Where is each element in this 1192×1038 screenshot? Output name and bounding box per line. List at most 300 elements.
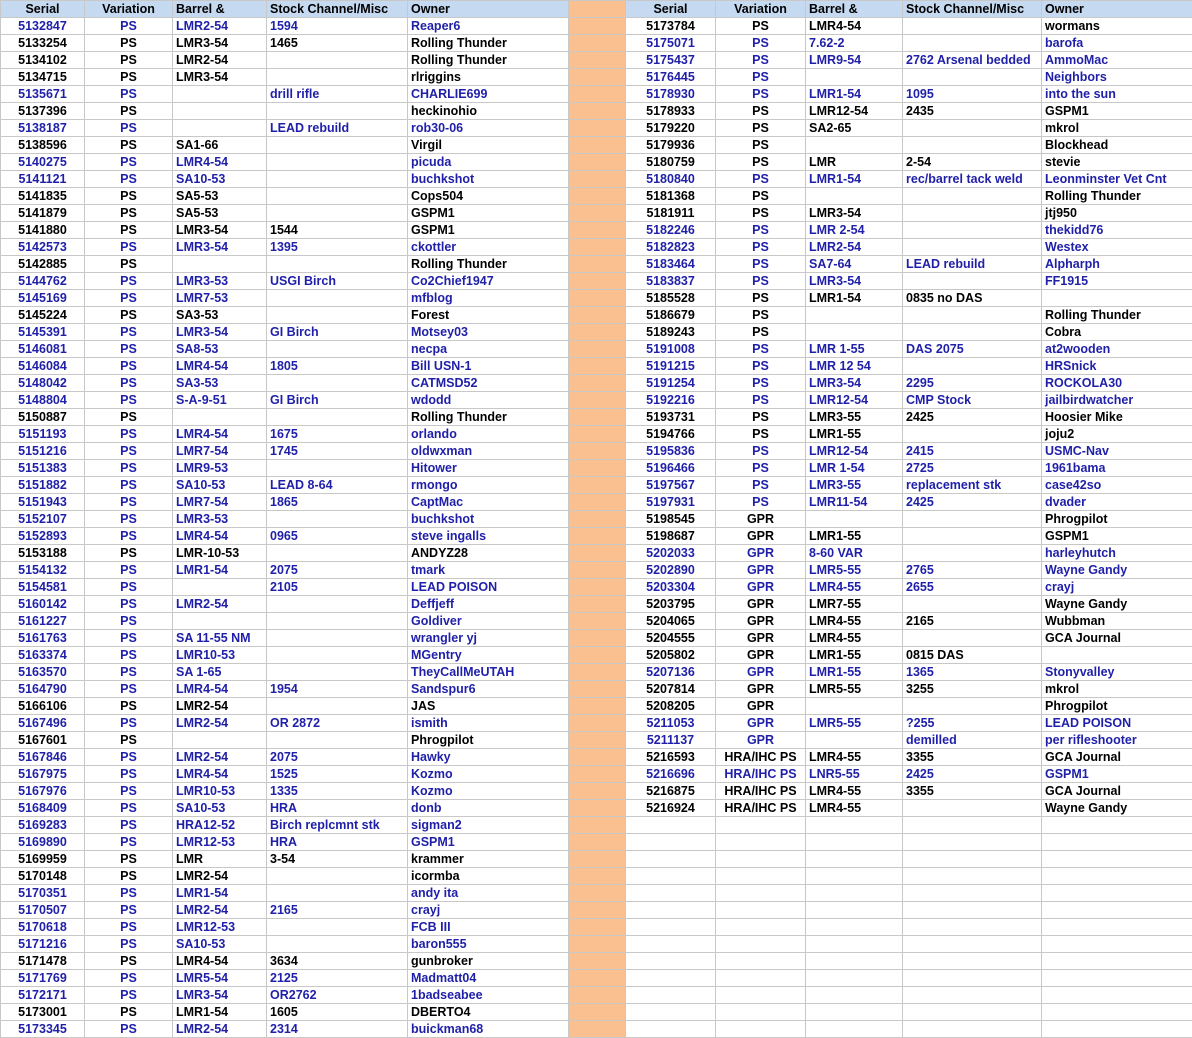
left-cell-barrel[interactable]: LMR9-53 [173, 460, 267, 477]
left-cell-barrel[interactable]: SA10-53 [173, 477, 267, 494]
right-cell-barrel[interactable]: LMR12-54 [806, 392, 903, 409]
right-cell-variation[interactable]: PS [716, 86, 806, 103]
right-cell-variation[interactable]: GPR [716, 562, 806, 579]
right-cell-serial[interactable]: 5205802 [626, 647, 716, 664]
left-cell-stock-misc[interactable] [267, 154, 408, 171]
left-cell-variation[interactable]: PS [85, 222, 173, 239]
left-cell-variation[interactable]: PS [85, 18, 173, 35]
right-cell-owner[interactable]: Phrogpilot [1042, 511, 1192, 528]
right-cell-stock-misc[interactable]: 2765 [903, 562, 1042, 579]
left-cell-variation[interactable]: PS [85, 970, 173, 987]
left-cell-owner[interactable]: CHARLIE699 [408, 86, 569, 103]
left-cell-owner[interactable]: GSPM1 [408, 205, 569, 222]
left-cell-variation[interactable]: PS [85, 426, 173, 443]
left-cell-owner[interactable]: oldwxman [408, 443, 569, 460]
right-cell-stock-misc[interactable]: 2425 [903, 409, 1042, 426]
left-cell-owner[interactable]: Kozmo [408, 783, 569, 800]
left-cell-stock-misc[interactable] [267, 613, 408, 630]
left-cell-serial[interactable]: 5152107 [1, 511, 85, 528]
left-cell-owner[interactable]: sigman2 [408, 817, 569, 834]
right-cell-stock-misc[interactable] [903, 817, 1042, 834]
right-cell-owner[interactable]: 1961bama [1042, 460, 1192, 477]
left-cell-stock-misc[interactable] [267, 664, 408, 681]
right-cell-barrel[interactable]: LMR3-55 [806, 477, 903, 494]
right-cell-serial[interactable]: 5207136 [626, 664, 716, 681]
left-cell-owner[interactable]: icormba [408, 868, 569, 885]
left-cell-serial[interactable]: 5141835 [1, 188, 85, 205]
left-cell-barrel[interactable]: LMR4-54 [173, 426, 267, 443]
left-cell-barrel[interactable]: LMR10-53 [173, 783, 267, 800]
left-cell-owner[interactable]: LEAD POISON [408, 579, 569, 596]
left-cell-serial[interactable]: 5151383 [1, 460, 85, 477]
right-cell-stock-misc[interactable]: LEAD rebuild [903, 256, 1042, 273]
right-cell-variation[interactable]: PS [716, 392, 806, 409]
left-cell-stock-misc[interactable]: 1465 [267, 35, 408, 52]
right-cell-owner[interactable] [1042, 970, 1192, 987]
left-cell-stock-misc[interactable]: 1594 [267, 18, 408, 35]
left-cell-owner[interactable]: necpa [408, 341, 569, 358]
right-cell-serial[interactable]: 5191215 [626, 358, 716, 375]
left-cell-variation[interactable]: PS [85, 307, 173, 324]
right-cell-serial[interactable] [626, 919, 716, 936]
left-cell-owner[interactable]: rmongo [408, 477, 569, 494]
right-cell-serial[interactable]: 5178933 [626, 103, 716, 120]
right-cell-variation[interactable] [716, 1004, 806, 1021]
right-cell-stock-misc[interactable] [903, 834, 1042, 851]
left-cell-stock-misc[interactable] [267, 868, 408, 885]
left-cell-stock-misc[interactable]: LEAD 8-64 [267, 477, 408, 494]
left-cell-stock-misc[interactable]: 1544 [267, 222, 408, 239]
left-cell-owner[interactable]: CATMSD52 [408, 375, 569, 392]
right-cell-variation[interactable]: PS [716, 222, 806, 239]
left-cell-variation[interactable]: PS [85, 205, 173, 222]
header-stock[interactable]: Stock Channel/Misc [267, 1, 408, 18]
right-cell-serial[interactable]: 5202033 [626, 545, 716, 562]
left-cell-owner[interactable]: Virgil [408, 137, 569, 154]
right-cell-stock-misc[interactable] [903, 953, 1042, 970]
right-cell-owner[interactable]: thekidd76 [1042, 222, 1192, 239]
right-cell-owner[interactable]: Wayne Gandy [1042, 800, 1192, 817]
right-cell-owner[interactable] [1042, 1021, 1192, 1038]
left-cell-stock-misc[interactable]: 2165 [267, 902, 408, 919]
right-cell-barrel[interactable] [806, 987, 903, 1004]
right-cell-stock-misc[interactable]: demilled [903, 732, 1042, 749]
right-cell-owner[interactable]: AmmoMac [1042, 52, 1192, 69]
right-cell-stock-misc[interactable] [903, 18, 1042, 35]
right-cell-serial[interactable]: 5179936 [626, 137, 716, 154]
left-cell-variation[interactable]: PS [85, 290, 173, 307]
header-serial[interactable]: Serial [1, 1, 85, 18]
left-cell-owner[interactable]: buchkshot [408, 171, 569, 188]
left-cell-serial[interactable]: 5153188 [1, 545, 85, 562]
right-cell-stock-misc[interactable]: 3355 [903, 749, 1042, 766]
right-cell-barrel[interactable] [806, 919, 903, 936]
right-cell-owner[interactable] [1042, 902, 1192, 919]
left-cell-barrel[interactable]: LMR [173, 851, 267, 868]
right-cell-owner[interactable] [1042, 919, 1192, 936]
left-cell-serial[interactable]: 5134715 [1, 69, 85, 86]
left-cell-variation[interactable]: PS [85, 86, 173, 103]
left-cell-serial[interactable]: 5160142 [1, 596, 85, 613]
right-cell-owner[interactable] [1042, 1004, 1192, 1021]
right-cell-barrel[interactable] [806, 324, 903, 341]
right-cell-variation[interactable]: PS [716, 35, 806, 52]
left-cell-variation[interactable]: PS [85, 52, 173, 69]
left-cell-variation[interactable]: PS [85, 494, 173, 511]
right-cell-stock-misc[interactable] [903, 35, 1042, 52]
right-cell-barrel[interactable]: LMR4-55 [806, 783, 903, 800]
left-cell-variation[interactable]: PS [85, 443, 173, 460]
left-cell-stock-misc[interactable]: 2125 [267, 970, 408, 987]
left-cell-variation[interactable]: PS [85, 545, 173, 562]
header-owner[interactable]: Owner [408, 1, 569, 18]
left-cell-owner[interactable]: mfblog [408, 290, 569, 307]
right-cell-variation[interactable]: HRA/IHC PS [716, 783, 806, 800]
right-cell-serial[interactable]: 5180840 [626, 171, 716, 188]
left-cell-owner[interactable]: Kozmo [408, 766, 569, 783]
right-cell-stock-misc[interactable]: 3255 [903, 681, 1042, 698]
left-cell-serial[interactable]: 5132847 [1, 18, 85, 35]
right-cell-owner[interactable]: Cobra [1042, 324, 1192, 341]
left-cell-stock-misc[interactable] [267, 69, 408, 86]
right-cell-owner[interactable]: into the sun [1042, 86, 1192, 103]
right-cell-stock-misc[interactable]: 1365 [903, 664, 1042, 681]
right-cell-stock-misc[interactable] [903, 528, 1042, 545]
right-cell-stock-misc[interactable]: 1095 [903, 86, 1042, 103]
left-cell-barrel[interactable]: LMR2-54 [173, 715, 267, 732]
left-cell-barrel[interactable] [173, 86, 267, 103]
right-cell-owner[interactable] [1042, 817, 1192, 834]
right-cell-stock-misc[interactable]: 2-54 [903, 154, 1042, 171]
right-cell-variation[interactable]: HRA/IHC PS [716, 766, 806, 783]
left-cell-barrel[interactable]: LMR7-54 [173, 494, 267, 511]
left-cell-stock-misc[interactable] [267, 375, 408, 392]
left-cell-serial[interactable]: 5137396 [1, 103, 85, 120]
left-cell-barrel[interactable]: LMR3-54 [173, 324, 267, 341]
right-cell-barrel[interactable] [806, 1021, 903, 1038]
right-cell-owner[interactable]: wormans [1042, 18, 1192, 35]
right-cell-serial[interactable]: 5211053 [626, 715, 716, 732]
left-cell-variation[interactable]: PS [85, 698, 173, 715]
left-cell-serial[interactable]: 5170507 [1, 902, 85, 919]
left-cell-stock-misc[interactable]: 3634 [267, 953, 408, 970]
right-cell-serial[interactable]: 5186679 [626, 307, 716, 324]
right-cell-serial[interactable]: 5198687 [626, 528, 716, 545]
right-cell-variation[interactable] [716, 868, 806, 885]
left-cell-variation[interactable]: PS [85, 188, 173, 205]
left-cell-owner[interactable]: ANDYZ28 [408, 545, 569, 562]
left-cell-serial[interactable]: 5166106 [1, 698, 85, 715]
right-cell-stock-misc[interactable] [903, 800, 1042, 817]
right-cell-serial[interactable]: 5203304 [626, 579, 716, 596]
right-cell-serial[interactable] [626, 970, 716, 987]
right-cell-variation[interactable]: GPR [716, 681, 806, 698]
left-cell-variation[interactable]: PS [85, 409, 173, 426]
left-cell-serial[interactable]: 5133254 [1, 35, 85, 52]
right-cell-barrel[interactable]: 7.62-2 [806, 35, 903, 52]
right-cell-variation[interactable]: GPR [716, 630, 806, 647]
right-cell-variation[interactable]: PS [716, 69, 806, 86]
right-cell-stock-misc[interactable]: 0815 DAS [903, 647, 1042, 664]
right-cell-variation[interactable]: PS [716, 18, 806, 35]
left-cell-owner[interactable]: Deffjeff [408, 596, 569, 613]
left-cell-stock-misc[interactable] [267, 919, 408, 936]
left-cell-owner[interactable]: buickman68 [408, 1021, 569, 1038]
right-cell-barrel[interactable]: LMR9-54 [806, 52, 903, 69]
left-cell-owner[interactable]: steve ingalls [408, 528, 569, 545]
left-cell-stock-misc[interactable]: 1675 [267, 426, 408, 443]
right-cell-serial[interactable] [626, 885, 716, 902]
left-cell-variation[interactable]: PS [85, 613, 173, 630]
left-cell-barrel[interactable]: SA8-53 [173, 341, 267, 358]
right-cell-stock-misc[interactable]: 2762 Arsenal bedded [903, 52, 1042, 69]
right-cell-barrel[interactable]: 8-60 VAR [806, 545, 903, 562]
left-cell-variation[interactable]: PS [85, 800, 173, 817]
left-cell-owner[interactable]: Forest [408, 307, 569, 324]
right-cell-variation[interactable] [716, 970, 806, 987]
right-cell-serial[interactable] [626, 851, 716, 868]
right-cell-stock-misc[interactable] [903, 698, 1042, 715]
header-stock-right[interactable]: Stock Channel/Misc [903, 1, 1042, 18]
left-cell-owner[interactable]: crayj [408, 902, 569, 919]
right-cell-stock-misc[interactable] [903, 596, 1042, 613]
left-cell-variation[interactable]: PS [85, 987, 173, 1004]
right-cell-owner[interactable] [1042, 868, 1192, 885]
right-cell-stock-misc[interactable] [903, 511, 1042, 528]
right-cell-owner[interactable]: Wayne Gandy [1042, 562, 1192, 579]
left-cell-owner[interactable]: JAS [408, 698, 569, 715]
right-cell-barrel[interactable] [806, 137, 903, 154]
left-cell-serial[interactable]: 5138596 [1, 137, 85, 154]
header-barrel[interactable]: Barrel & [173, 1, 267, 18]
right-cell-owner[interactable]: barofa [1042, 35, 1192, 52]
right-cell-owner[interactable]: Leonminster Vet Cnt [1042, 171, 1192, 188]
left-cell-serial[interactable]: 5161227 [1, 613, 85, 630]
left-cell-stock-misc[interactable]: 2105 [267, 579, 408, 596]
right-cell-owner[interactable] [1042, 885, 1192, 902]
right-cell-variation[interactable]: GPR [716, 732, 806, 749]
left-cell-stock-misc[interactable] [267, 732, 408, 749]
left-cell-owner[interactable]: MGentry [408, 647, 569, 664]
left-cell-serial[interactable]: 5148804 [1, 392, 85, 409]
left-cell-variation[interactable]: PS [85, 341, 173, 358]
left-cell-barrel[interactable]: LMR4-54 [173, 766, 267, 783]
header-barrel-right[interactable]: Barrel & [806, 1, 903, 18]
left-cell-serial[interactable]: 5173001 [1, 1004, 85, 1021]
right-cell-stock-misc[interactable]: 2655 [903, 579, 1042, 596]
left-cell-variation[interactable]: PS [85, 715, 173, 732]
right-cell-owner[interactable]: harleyhutch [1042, 545, 1192, 562]
left-cell-barrel[interactable]: LMR4-54 [173, 154, 267, 171]
right-cell-serial[interactable]: 5189243 [626, 324, 716, 341]
left-cell-variation[interactable]: PS [85, 681, 173, 698]
right-cell-variation[interactable]: GPR [716, 528, 806, 545]
right-cell-serial[interactable]: 5183464 [626, 256, 716, 273]
right-cell-barrel[interactable] [806, 69, 903, 86]
left-cell-owner[interactable]: Sandspur6 [408, 681, 569, 698]
right-cell-owner[interactable]: jailbirdwatcher [1042, 392, 1192, 409]
left-cell-owner[interactable]: heckinohio [408, 103, 569, 120]
left-cell-serial[interactable]: 5167975 [1, 766, 85, 783]
right-cell-serial[interactable]: 5191254 [626, 375, 716, 392]
left-cell-stock-misc[interactable] [267, 290, 408, 307]
left-cell-owner[interactable]: GSPM1 [408, 834, 569, 851]
right-cell-stock-misc[interactable] [903, 205, 1042, 222]
left-cell-stock-misc[interactable]: 1745 [267, 443, 408, 460]
right-cell-barrel[interactable]: LMR4-55 [806, 800, 903, 817]
right-cell-barrel[interactable] [806, 902, 903, 919]
left-cell-stock-misc[interactable]: 1954 [267, 681, 408, 698]
left-cell-barrel[interactable]: LMR12-53 [173, 834, 267, 851]
left-cell-owner[interactable]: Bill USN-1 [408, 358, 569, 375]
left-cell-serial[interactable]: 5169959 [1, 851, 85, 868]
right-cell-owner[interactable] [1042, 987, 1192, 1004]
right-cell-owner[interactable] [1042, 953, 1192, 970]
right-cell-barrel[interactable] [806, 698, 903, 715]
left-cell-stock-misc[interactable] [267, 409, 408, 426]
left-cell-variation[interactable]: PS [85, 1004, 173, 1021]
right-cell-barrel[interactable]: LMR 2-54 [806, 222, 903, 239]
left-cell-serial[interactable]: 5151216 [1, 443, 85, 460]
left-cell-stock-misc[interactable] [267, 205, 408, 222]
right-cell-stock-misc[interactable] [903, 885, 1042, 902]
right-cell-serial[interactable]: 5175437 [626, 52, 716, 69]
left-cell-owner[interactable]: orlando [408, 426, 569, 443]
left-cell-barrel[interactable]: LMR10-53 [173, 647, 267, 664]
right-cell-serial[interactable] [626, 834, 716, 851]
right-cell-variation[interactable] [716, 885, 806, 902]
right-cell-variation[interactable] [716, 902, 806, 919]
left-cell-variation[interactable]: PS [85, 528, 173, 545]
left-cell-stock-misc[interactable]: 1605 [267, 1004, 408, 1021]
left-cell-stock-misc[interactable] [267, 103, 408, 120]
left-cell-barrel[interactable]: SA10-53 [173, 800, 267, 817]
right-cell-serial[interactable]: 5180759 [626, 154, 716, 171]
left-cell-serial[interactable]: 5163570 [1, 664, 85, 681]
left-cell-variation[interactable]: PS [85, 783, 173, 800]
right-cell-serial[interactable]: 5216924 [626, 800, 716, 817]
left-cell-variation[interactable]: PS [85, 392, 173, 409]
right-cell-stock-misc[interactable]: 0835 no DAS [903, 290, 1042, 307]
right-cell-barrel[interactable]: LMR5-55 [806, 562, 903, 579]
left-cell-owner[interactable]: andy ita [408, 885, 569, 902]
left-cell-stock-misc[interactable] [267, 511, 408, 528]
right-cell-barrel[interactable]: LMR4-55 [806, 613, 903, 630]
left-cell-barrel[interactable]: LMR2-54 [173, 902, 267, 919]
left-cell-serial[interactable]: 5135671 [1, 86, 85, 103]
header-serial-right[interactable]: Serial [626, 1, 716, 18]
right-cell-variation[interactable]: PS [716, 205, 806, 222]
left-cell-serial[interactable]: 5154132 [1, 562, 85, 579]
right-cell-stock-misc[interactable]: 2165 [903, 613, 1042, 630]
left-cell-barrel[interactable]: SA3-53 [173, 307, 267, 324]
left-cell-serial[interactable]: 5141121 [1, 171, 85, 188]
left-cell-owner[interactable]: Rolling Thunder [408, 52, 569, 69]
right-cell-owner[interactable]: Wayne Gandy [1042, 596, 1192, 613]
right-cell-barrel[interactable]: LMR1-55 [806, 426, 903, 443]
left-cell-owner[interactable]: GSPM1 [408, 222, 569, 239]
right-cell-serial[interactable]: 5197567 [626, 477, 716, 494]
left-cell-variation[interactable]: PS [85, 69, 173, 86]
left-cell-stock-misc[interactable] [267, 596, 408, 613]
right-cell-variation[interactable]: PS [716, 375, 806, 392]
left-cell-stock-misc[interactable]: LEAD rebuild [267, 120, 408, 137]
left-cell-barrel[interactable] [173, 613, 267, 630]
left-cell-stock-misc[interactable]: drill rifle [267, 86, 408, 103]
left-cell-stock-misc[interactable] [267, 936, 408, 953]
right-cell-variation[interactable]: GPR [716, 698, 806, 715]
left-cell-barrel[interactable]: LMR4-54 [173, 528, 267, 545]
left-cell-stock-misc[interactable] [267, 188, 408, 205]
right-cell-owner[interactable] [1042, 834, 1192, 851]
left-cell-variation[interactable]: PS [85, 919, 173, 936]
left-cell-variation[interactable]: PS [85, 460, 173, 477]
left-cell-stock-misc[interactable]: 1335 [267, 783, 408, 800]
right-cell-barrel[interactable]: LMR5-55 [806, 715, 903, 732]
right-cell-variation[interactable]: PS [716, 120, 806, 137]
right-cell-owner[interactable]: USMC-Nav [1042, 443, 1192, 460]
right-cell-barrel[interactable]: LMR7-55 [806, 596, 903, 613]
left-cell-barrel[interactable]: SA5-53 [173, 205, 267, 222]
left-cell-barrel[interactable]: SA10-53 [173, 936, 267, 953]
right-cell-owner[interactable]: crayj [1042, 579, 1192, 596]
left-cell-serial[interactable]: 5145224 [1, 307, 85, 324]
right-cell-variation[interactable]: PS [716, 273, 806, 290]
left-cell-serial[interactable]: 5151193 [1, 426, 85, 443]
right-cell-owner[interactable] [1042, 851, 1192, 868]
right-cell-serial[interactable]: 5216875 [626, 783, 716, 800]
right-cell-serial[interactable]: 5182823 [626, 239, 716, 256]
left-cell-barrel[interactable]: SA 1-65 [173, 664, 267, 681]
right-cell-stock-misc[interactable]: 2415 [903, 443, 1042, 460]
right-cell-serial[interactable]: 5176445 [626, 69, 716, 86]
right-cell-stock-misc[interactable] [903, 69, 1042, 86]
right-cell-variation[interactable]: PS [716, 307, 806, 324]
left-cell-serial[interactable]: 5150887 [1, 409, 85, 426]
left-cell-stock-misc[interactable]: 2075 [267, 562, 408, 579]
right-cell-barrel[interactable]: LMR3-54 [806, 205, 903, 222]
left-cell-variation[interactable]: PS [85, 851, 173, 868]
left-cell-barrel[interactable]: LMR3-54 [173, 222, 267, 239]
right-cell-barrel[interactable] [806, 885, 903, 902]
right-cell-serial[interactable]: 5191008 [626, 341, 716, 358]
right-cell-owner[interactable]: joju2 [1042, 426, 1192, 443]
left-cell-serial[interactable]: 5146084 [1, 358, 85, 375]
left-cell-owner[interactable]: ckottler [408, 239, 569, 256]
right-cell-variation[interactable]: PS [716, 341, 806, 358]
right-cell-variation[interactable]: PS [716, 239, 806, 256]
left-cell-owner[interactable]: Madmatt04 [408, 970, 569, 987]
left-cell-variation[interactable]: PS [85, 834, 173, 851]
left-cell-stock-misc[interactable] [267, 341, 408, 358]
right-cell-variation[interactable]: HRA/IHC PS [716, 800, 806, 817]
right-cell-serial[interactable]: 5196466 [626, 460, 716, 477]
right-cell-serial[interactable]: 5216593 [626, 749, 716, 766]
left-cell-stock-misc[interactable] [267, 307, 408, 324]
right-cell-serial[interactable]: 5216696 [626, 766, 716, 783]
left-cell-barrel[interactable]: LMR3-53 [173, 511, 267, 528]
right-cell-owner[interactable]: mkrol [1042, 120, 1192, 137]
left-cell-variation[interactable]: PS [85, 596, 173, 613]
right-cell-variation[interactable]: PS [716, 290, 806, 307]
right-cell-barrel[interactable]: LMR5-55 [806, 681, 903, 698]
left-cell-serial[interactable]: 5164790 [1, 681, 85, 698]
left-cell-barrel[interactable]: LMR2-54 [173, 749, 267, 766]
left-cell-owner[interactable]: DBERTO4 [408, 1004, 569, 1021]
left-cell-owner[interactable]: krammer [408, 851, 569, 868]
left-cell-stock-misc[interactable]: 1525 [267, 766, 408, 783]
right-cell-variation[interactable]: PS [716, 443, 806, 460]
